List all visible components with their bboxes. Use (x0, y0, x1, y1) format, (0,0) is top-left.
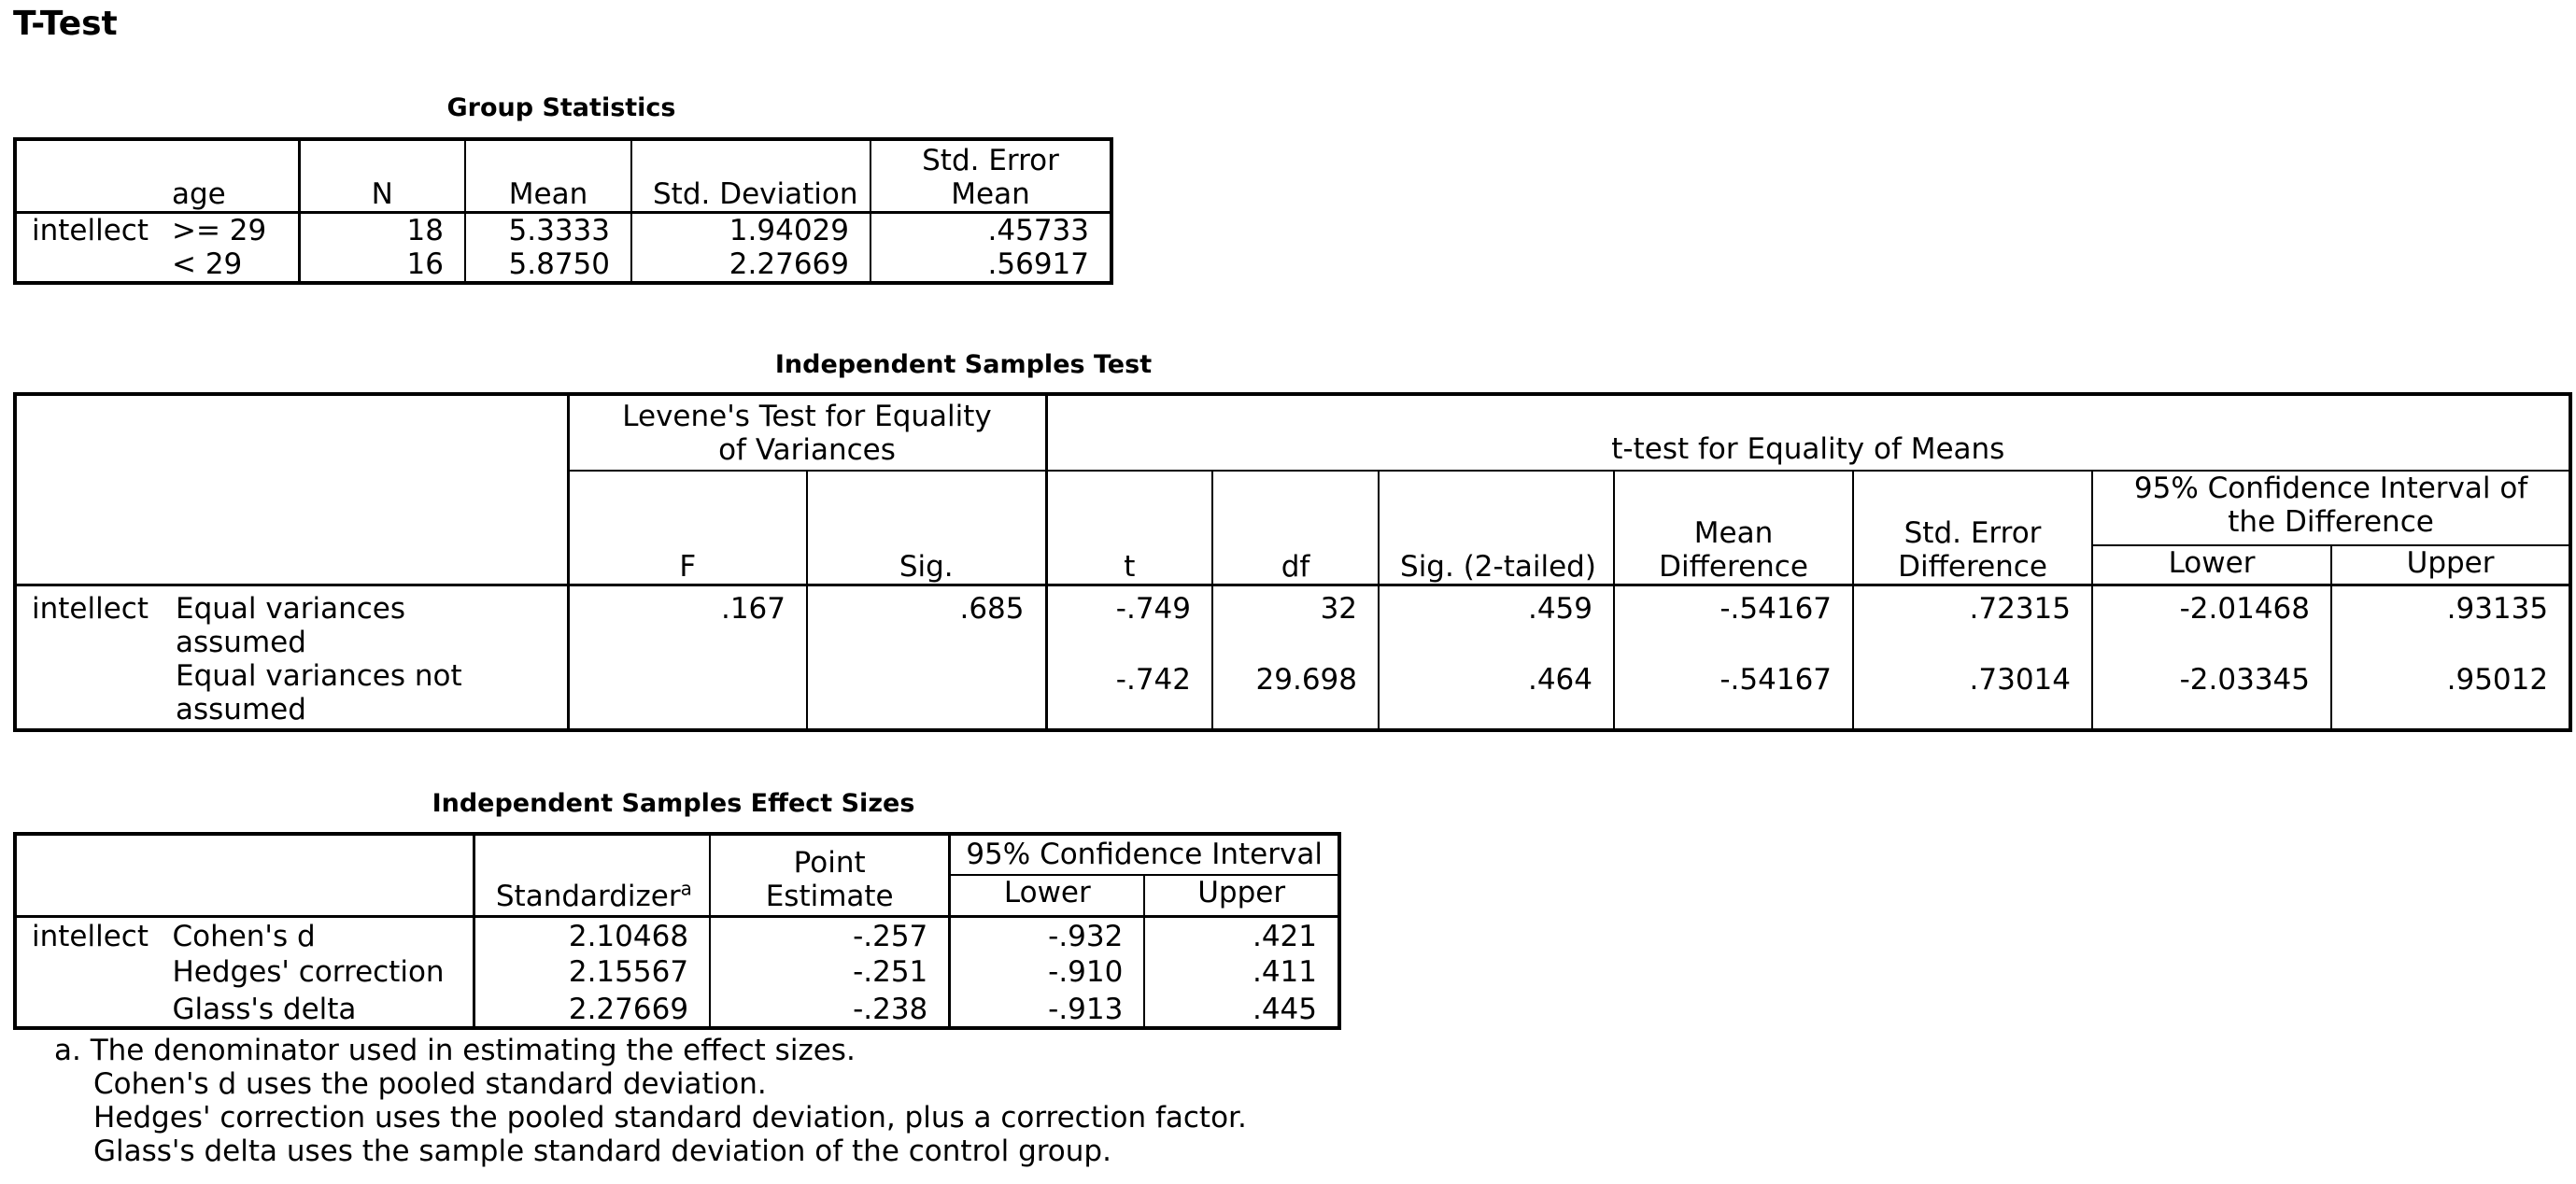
group-statistics-table (13, 137, 1113, 285)
page-title: T-Test (13, 5, 118, 43)
group-label: < 29 (164, 247, 299, 283)
cell-lower: -2.01468 (2092, 585, 2331, 659)
cell-t: -.742 (1046, 659, 1212, 730)
footnote-line: a. The denominator used in estimating the effect sizes. (54, 1034, 856, 1067)
header-df: df (1212, 471, 1379, 585)
levene-header: Levene's Test for Equality of Variances (568, 394, 1046, 471)
row-label: Equal variances assumed (170, 585, 568, 659)
cell-sd: 2.27669 (631, 247, 870, 283)
table-row (15, 991, 1339, 1028)
cell-f: .167 (568, 585, 807, 659)
header-t: t (1046, 471, 1212, 585)
cell-std-error-difference: .73014 (1853, 659, 2092, 730)
row-label: Glass's delta (168, 991, 474, 1028)
row-label: Cohen's d (168, 916, 474, 953)
table-row (15, 659, 2570, 730)
row-label: Hedges' correction (168, 953, 474, 991)
independent-samples-test-table (13, 392, 2572, 732)
cell-se: .56917 (987, 247, 1089, 281)
cell-f (568, 659, 807, 730)
header-sig-2-tailed: Sig. (2-tailed) (1379, 471, 1614, 585)
cell-sd: 1.94029 (631, 212, 870, 247)
table-row (15, 585, 2570, 659)
cell-upper: .95012 (2446, 662, 2549, 697)
cell-standardizer: 2.27669 (474, 991, 710, 1028)
cell-std-error-difference: .72315 (1853, 585, 2092, 659)
cell-point-estimate: -.238 (710, 991, 950, 1028)
header-upper: Upper (1144, 875, 1339, 916)
cell-df: 29.698 (1212, 659, 1379, 730)
cell-mean: 5.8750 (465, 247, 631, 283)
footnote-line: Hedges' correction uses the pooled standard deviation, plus a correction factor. (93, 1101, 1247, 1135)
cell-upper: .93135 (2446, 591, 2549, 626)
cell-point-estimate: -.257 (710, 916, 950, 953)
header-std-error-difference: Std. Error Difference (1853, 471, 2092, 585)
variable-label: intellect (32, 591, 149, 626)
header-std-deviation: Std. Deviation (631, 139, 870, 212)
cell-sig (807, 659, 1046, 730)
cell-se: .45733 (987, 213, 1089, 247)
group-statistics-caption: Group Statistics (446, 93, 676, 122)
effect-sizes-caption: Independent Samples Effect Sizes (432, 789, 915, 818)
row-label: Equal variances not assumed (170, 659, 568, 730)
header-lower: Lower (950, 875, 1145, 916)
cell-lower: -2.03345 (2092, 659, 2331, 730)
cell-upper: .411 (1252, 955, 1317, 989)
ind-test-group-header-row (15, 394, 2570, 471)
group-stats-header-row (15, 139, 1111, 212)
cell-mean-difference: -.54167 (1614, 659, 1853, 730)
cell-sig: .685 (807, 585, 1046, 659)
cell-lower: -.910 (950, 953, 1145, 991)
independent-samples-test-caption: Independent Samples Test (774, 350, 1153, 379)
effect-sizes-table (13, 832, 1341, 1030)
cell-df: 32 (1212, 585, 1379, 659)
table-row (15, 212, 1111, 247)
cell-t: -.749 (1046, 585, 1212, 659)
footnote-line: Glass's delta uses the sample standard deviation of the control group. (93, 1135, 1111, 1168)
effect-sizes-footnote (54, 1034, 1247, 1168)
header-standardizer: Standardizer$^a$ (474, 834, 710, 916)
variable-label: intellect (32, 919, 149, 953)
cell-standardizer: 2.10468 (474, 916, 710, 953)
table-row (15, 953, 1339, 991)
cell-standardizer: 2.15567 (474, 953, 710, 991)
cell-mean: 5.3333 (465, 212, 631, 247)
table-row (15, 916, 1339, 953)
header-lower: Lower (2092, 545, 2331, 585)
header-n: N (299, 139, 465, 212)
table-row (15, 247, 1111, 283)
header-upper: Upper (2331, 545, 2570, 585)
header-point-estimate: Point Estimate (710, 834, 950, 916)
header-std-error-mean: Std. Error Mean (870, 139, 1111, 212)
variable-label: intellect (32, 213, 149, 247)
ci-header: 95% Confidence Interval of the Difference (2092, 471, 2570, 545)
header-confidence-interval: 95% Confidence Interval (950, 834, 1339, 875)
ttest-header: t-test for Equality of Means (1046, 394, 2570, 471)
cell-sig-2-tailed: .464 (1379, 659, 1614, 730)
cell-upper: .445 (1252, 993, 1317, 1026)
group-label: >= 29 (164, 212, 299, 247)
cell-upper: .421 (1252, 919, 1317, 953)
footnote-marker: a (680, 877, 692, 900)
header-mean-difference: Mean Difference (1614, 471, 1853, 585)
cell-n: 16 (299, 247, 465, 283)
cell-sig-2-tailed: .459 (1379, 585, 1614, 659)
footnote-line: Cohen's d uses the pooled standard deviation. (93, 1067, 767, 1101)
cell-lower: -.913 (950, 991, 1145, 1028)
cell-point-estimate: -.251 (710, 953, 950, 991)
header-age: age (164, 139, 299, 212)
cell-mean-difference: -.54167 (1614, 585, 1853, 659)
header-sig: Sig. (807, 471, 1046, 585)
cell-lower: -.932 (950, 916, 1145, 953)
cell-n: 18 (299, 212, 465, 247)
header-f: F (568, 471, 807, 585)
header-mean: Mean (465, 139, 631, 212)
